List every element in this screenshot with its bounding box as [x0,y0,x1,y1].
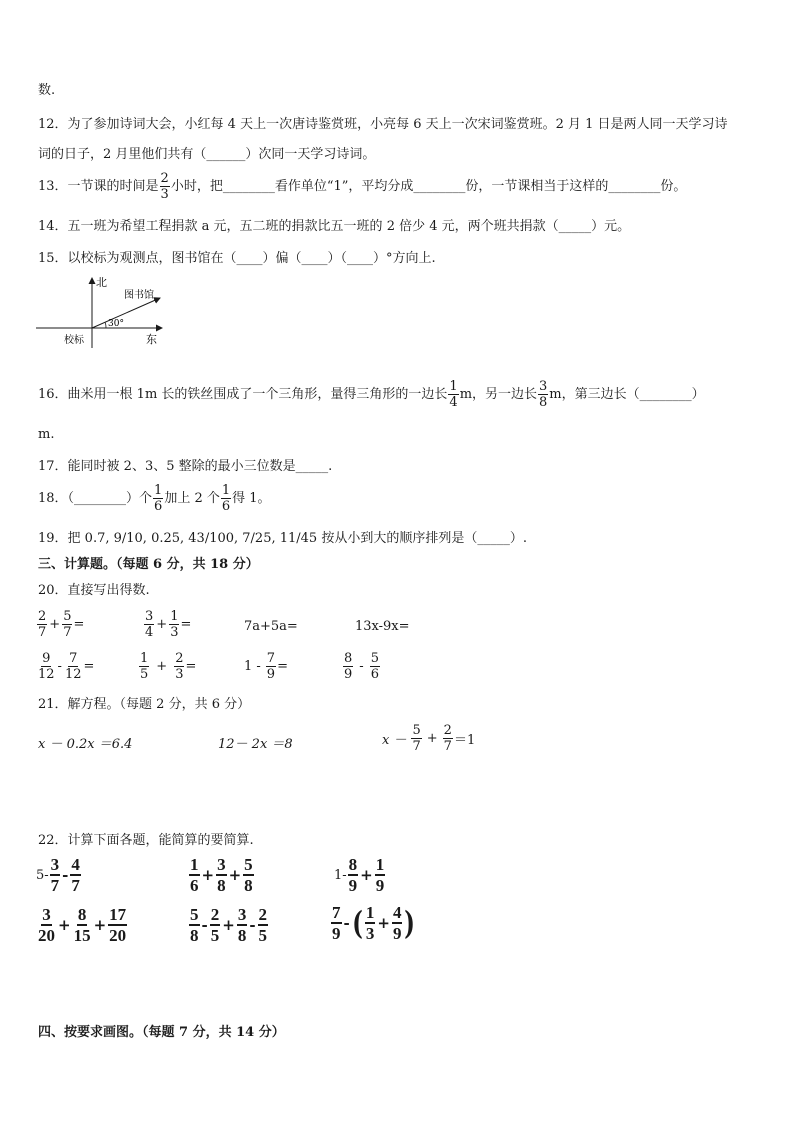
q12-line1: 12．为了参加诗词大会，小红每 4 天上一次唐诗鉴赏班，小亮每 6 天上一次宋词鉴赏班。2 月 1 日是两人同一天学习诗 [38,117,728,132]
library-label: 图书馆 [124,290,154,301]
q20-expr-3: 7a+5a= [244,619,298,634]
east-label: 东 [146,333,157,346]
q20-expr-4: 13x-9x= [355,619,410,634]
q13-prefix: 13．一节课的时间是 [38,178,159,194]
q13-suffix: 小时，把________看作单位“1”，平均分成________份，一节课相当于这样的________份。 [170,178,687,194]
q11-tail: 数. [38,83,56,98]
q15: 15．以校标为观测点，图书馆在（____）偏（____）（____）°方向上. [38,251,436,266]
q16-fraction-1: $\frac{1}{4}$ [449,379,458,410]
q21-equation-1: x － 0.2x ＝6.4 [38,737,133,752]
angle-label: 30° [108,319,124,329]
section-4-heading: 四、按要求画图。（每题 7 分，共 14 分） [38,1025,285,1040]
q21-equation-2: 12－ 2x ＝8 [218,737,293,752]
angle-arc [105,322,106,328]
q22-expr-3: 1- $\frac{8}{9}$ + $\frac{1}{9}$ [334,855,385,895]
q22-expr-5: $\frac{5}{8}$ - $\frac{2}{5}$ + $\frac{3}{8}$ - $\frac{2}{5}$ [190,905,268,945]
q18-fraction-1: $\frac{1}{6}$ [154,483,163,514]
q16-mid: m，另一边长 [459,386,538,402]
q22-expr-6: $\frac{7}{9}$ - ( $\frac{1}{3}$ + $\frac{4}{9}$ ) [332,903,416,943]
q21-title: 21．解方程。（每题 2 分，共 6 分） [38,697,251,712]
q12-line2: 词的日子，2 月里他们共有（______）次同一天学习诗词。 [38,147,376,162]
section-3-heading: 三、计算题。（每题 6 分，共 18 分） [38,557,259,572]
q19: 19．把 0.7, 9/10, 0.25, 43/100, 7/25, 11/45 按从小到大的顺序排列是（_____）. [38,531,527,546]
q14: 14．五一班为希望工程捐款 a 元，五二班的捐款比五一班的 2 倍少 4 元，两个班共捐款（_____）元。 [38,219,631,234]
q16-suffix: m，第三边长（________） [549,386,705,402]
q18-prefix: 18．（________）个 [38,490,153,506]
q20-expr-1: $\frac{2}{7}$ + $\frac{5}{7}$ = [38,609,85,640]
direction-diagram [36,272,176,352]
q20-expr-7: 1 - $\frac{7}{9}$ = [244,651,288,682]
q20-expr-2: $\frac{3}{4}$ + $\frac{1}{3}$ = [145,609,192,640]
q13-fraction: $\frac{2}{3}$ [160,171,169,202]
q20-title: 20．直接写出得数. [38,583,150,598]
q22-expr-1: 5- $\frac{3}{7}$ - $\frac{4}{7}$ [36,855,80,895]
q22-expr-4: $\frac{3}{20}$ + $\frac{8}{15}$ + $\frac{17}{20}$ [38,905,127,945]
library-ray [92,298,160,328]
q22-expr-2: $\frac{1}{6}$ + $\frac{3}{8}$ + $\frac{5}{8}$ [190,855,253,895]
q21-equation-3: x － $\frac{5}{7}$ + $\frac{2}{7}$ ＝1 [382,723,476,754]
q17: 17．能同时被 2、3、5 整除的最小三位数是_____. [38,459,333,474]
q18-mid: 加上 2 个 [164,490,220,506]
q16-prefix: 16．曲米用一根 1m 长的铁丝围成了一个三角形，量得三角形的一边长 [38,386,448,402]
q22-title: 22．计算下面各题，能简算的要简算. [38,833,254,848]
q13 [38,172,686,201]
q18-fraction-2: $\frac{1}{6}$ [221,483,231,514]
q16-fraction-2: $\frac{3}{8}$ [539,379,548,410]
q16 [38,380,705,409]
q20-expr-6: $\frac{1}{5}$ + $\frac{2}{3}$ = [140,651,197,682]
q16-line2: m. [38,427,55,442]
north-label: 北 [96,276,107,289]
q18 [38,484,271,513]
q20-expr-8: $\frac{8}{9}$ - $\frac{5}{6}$ [344,651,379,682]
q20-expr-5: $\frac{9}{12}$ - $\frac{7}{12}$ = [38,651,95,682]
q18-suffix: 得 1。 [232,490,271,506]
school-label: 校标 [64,335,84,346]
